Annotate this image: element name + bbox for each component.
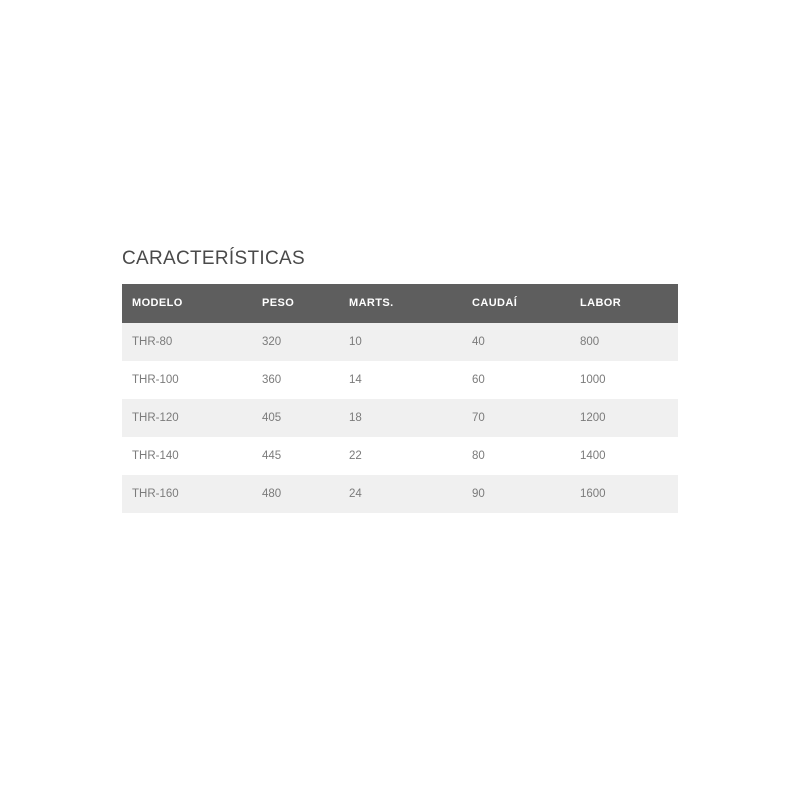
specifications-table	[122, 284, 678, 513]
cell-modelo: THR-80	[122, 323, 252, 361]
cell-marts: 18	[339, 399, 462, 437]
cell-caudai: 70	[462, 399, 570, 437]
cell-labor: 1600	[570, 475, 678, 513]
cell-peso: 360	[252, 361, 339, 399]
cell-labor: 1000	[570, 361, 678, 399]
cell-caudai: 80	[462, 437, 570, 475]
column-header-caudai: CAUDAÍ	[462, 284, 570, 323]
cell-peso: 320	[252, 323, 339, 361]
cell-labor: 1200	[570, 399, 678, 437]
cell-labor: 1400	[570, 437, 678, 475]
cell-modelo: THR-120	[122, 399, 252, 437]
cell-caudai: 60	[462, 361, 570, 399]
cell-modelo: THR-140	[122, 437, 252, 475]
column-header-modelo: MODELO	[122, 284, 252, 323]
table-row	[122, 475, 678, 513]
cell-caudai: 90	[462, 475, 570, 513]
specifications-block	[122, 248, 678, 513]
cell-peso: 480	[252, 475, 339, 513]
page-title: CARACTERÍSTICAS	[122, 248, 305, 269]
column-header-peso: PESO	[252, 284, 339, 323]
table-row	[122, 361, 678, 399]
cell-modelo: THR-100	[122, 361, 252, 399]
cell-modelo: THR-160	[122, 475, 252, 513]
table-header-row	[122, 284, 678, 323]
column-header-marts: MARTS.	[339, 284, 462, 323]
table-row	[122, 323, 678, 361]
cell-peso: 405	[252, 399, 339, 437]
table-body	[122, 323, 678, 513]
cell-marts: 10	[339, 323, 462, 361]
cell-labor: 800	[570, 323, 678, 361]
cell-marts: 22	[339, 437, 462, 475]
cell-marts: 14	[339, 361, 462, 399]
table-header	[122, 284, 678, 323]
cell-marts: 24	[339, 475, 462, 513]
table-row	[122, 399, 678, 437]
column-header-labor: LABOR	[570, 284, 678, 323]
cell-caudai: 40	[462, 323, 570, 361]
table-row	[122, 437, 678, 475]
cell-peso: 445	[252, 437, 339, 475]
